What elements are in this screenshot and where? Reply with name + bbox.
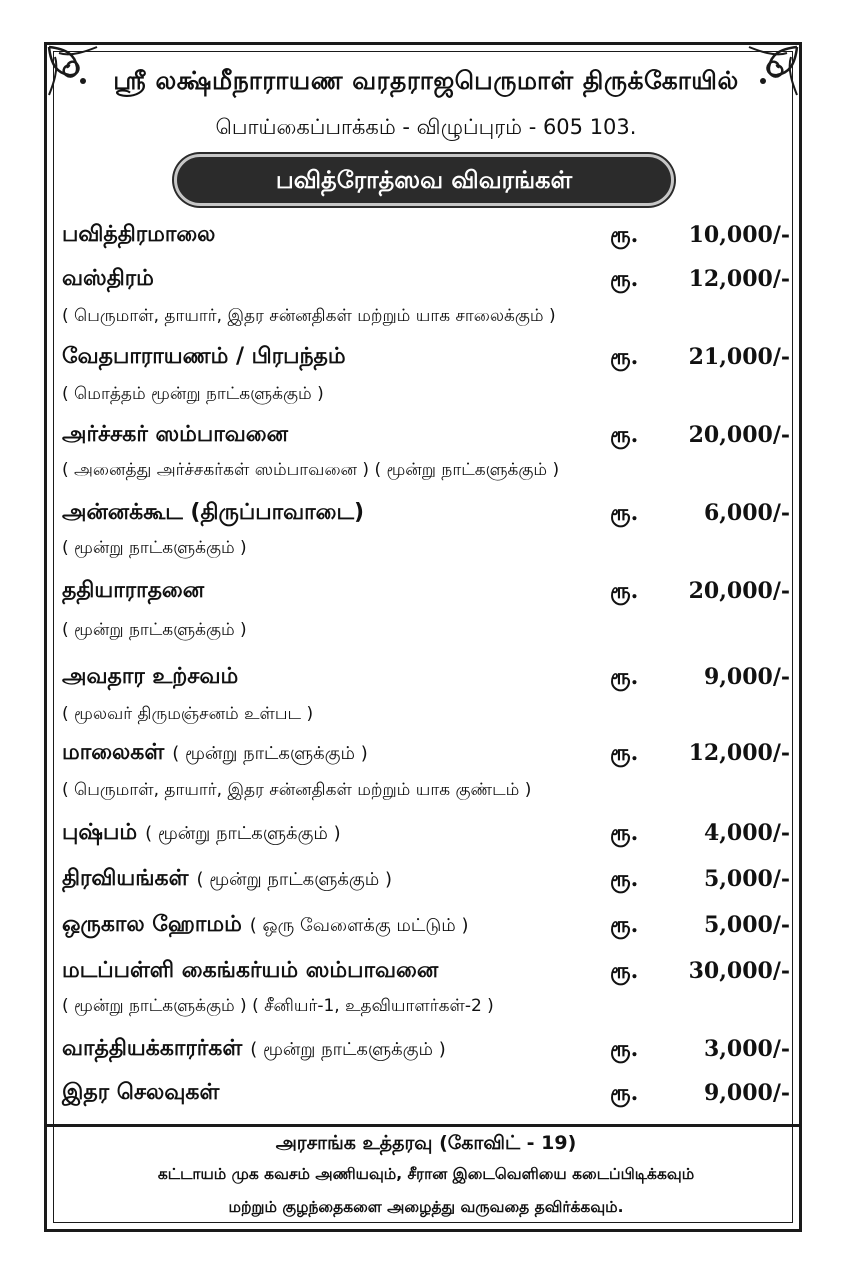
item-note: ( மூன்று நாட்களுக்கும் ) — [62, 620, 247, 640]
item-price — [610, 912, 790, 941]
item-name-text: அவதார உற்சவம் — [62, 664, 239, 689]
currency-label: ரூ. — [610, 222, 639, 248]
currency-label: ரூ. — [610, 266, 639, 292]
amount-value: 9,000/- — [703, 1080, 790, 1106]
footer-notice-line-2: மற்றும் குழந்தைகளை அழைத்து வருவதை தவிர்க்கவும். — [228, 1198, 624, 1216]
temple-address: பொய்கைப்பாக்கம் - விழுப்புரம் - 605 103. — [215, 115, 637, 139]
item-name-text: இதர செலவுகள் — [62, 1080, 220, 1105]
item-name — [62, 958, 438, 986]
item-name — [62, 912, 469, 940]
footer-divider — [47, 1124, 802, 1127]
amount-value: 5,000/- — [703, 866, 790, 892]
item-note: ( பெருமாள், தாயார், இதர சன்னதிகள் மற்றும் யாக சாலைக்கும் ) — [62, 306, 556, 326]
amount-value: 20,000/- — [688, 422, 790, 448]
amount-value: 12,000/- — [688, 266, 790, 292]
currency-label: ரூ. — [610, 912, 639, 938]
item-name-text: புஷ்பம் — [62, 820, 138, 845]
footer-title: அரசாங்க உத்தரவு (கோவிட் - 19) — [275, 1132, 577, 1154]
item-note: ( அனைத்து அர்ச்சகர்கள் ஸம்பாவனை ) ( மூன்று நாட்களுக்கும் ) — [62, 460, 560, 480]
item-name-text: அர்ச்சகர் ஸம்பாவனை — [62, 422, 288, 447]
amount-value: 30,000/- — [688, 958, 790, 984]
currency-label: ரூ. — [610, 820, 639, 846]
footer-notice-line-1: கட்டாயம் முக கவசம் அணியவும், சீரான இடைவெளியை கடைப்பிடிக்கவும் — [157, 1165, 695, 1183]
item-note: ( பெருமாள், தாயார், இதர சன்னதிகள் மற்றும் யாக குண்டம் ) — [62, 780, 532, 800]
item-name — [62, 740, 368, 768]
item-inline-note: ( மூன்று நாட்களுக்கும் ) — [196, 869, 393, 890]
item-name — [62, 1080, 219, 1108]
item-name — [62, 422, 288, 450]
item-price — [610, 500, 790, 529]
item-price — [610, 266, 790, 295]
item-name-text: மாலைகள் — [62, 740, 165, 765]
item-note: ( மூன்று நாட்களுக்கும் ) ( சீனியர்-1, உதவியாளர்கள்-2 ) — [62, 996, 494, 1016]
amount-value: 12,000/- — [688, 740, 790, 766]
item-inline-note: ( மூன்று நாட்களுக்கும் ) — [145, 823, 341, 844]
item-inline-note: ( மூன்று நாட்களுக்கும் ) — [250, 1039, 446, 1060]
item-name — [62, 344, 346, 372]
item-name-text: வஸ்திரம் — [62, 266, 154, 291]
currency-label: ரூ. — [610, 1036, 639, 1062]
item-price — [610, 1080, 790, 1109]
item-name — [62, 866, 392, 894]
item-inline-note: ( ஒரு வேளைக்கு மட்டும் ) — [249, 915, 469, 936]
item-name — [62, 578, 204, 606]
section-banner: பவித்ரோத்ஸவ விவரங்கள் — [174, 154, 674, 206]
item-name-text: அன்னக்கூட (திருப்பாவாடை) — [62, 500, 365, 525]
item-note: ( மொத்தம் மூன்று நாட்களுக்கும் ) — [62, 384, 324, 404]
item-inline-note: ( மூன்று நாட்களுக்கும் ) — [172, 743, 368, 764]
item-name — [62, 266, 154, 294]
item-name-text: வாத்தியக்காரர்கள் — [62, 1036, 243, 1061]
amount-value: 6,000/- — [703, 500, 790, 526]
item-name — [62, 1036, 446, 1064]
item-name-text: ததியாராதனை — [62, 578, 205, 603]
item-price — [610, 422, 790, 451]
item-price — [610, 344, 790, 373]
item-name-text: பவித்திரமாலை — [62, 222, 216, 247]
item-price — [610, 740, 790, 769]
currency-label: ரூ. — [610, 578, 639, 604]
item-note: ( மூன்று நாட்களுக்கும் ) — [62, 538, 247, 558]
item-name — [62, 500, 364, 528]
item-price — [610, 958, 790, 987]
amount-value: 3,000/- — [703, 1036, 790, 1062]
amount-value: 5,000/- — [703, 912, 790, 938]
item-name-text: ஒருகால ஹோமம் — [62, 912, 242, 937]
amount-value: 21,000/- — [688, 344, 790, 370]
currency-label: ரூ. — [610, 344, 639, 370]
amount-value: 20,000/- — [688, 578, 790, 604]
item-price — [610, 820, 790, 849]
item-price — [610, 578, 790, 607]
currency-label: ரூ. — [610, 422, 639, 448]
currency-label: ரூ. — [610, 500, 639, 526]
item-name — [62, 664, 238, 692]
item-price — [610, 1036, 790, 1065]
item-price — [610, 222, 790, 251]
item-price — [610, 664, 790, 693]
temple-title: ஸ்ரீ லக்ஷ்மீநாராயண வரதராஜபெருமாள் திருக்கோயில் — [113, 66, 739, 95]
item-name-text: திரவியங்கள் — [62, 866, 189, 891]
item-name-text: மடப்பள்ளி கைங்கர்யம் ஸம்பாவனை — [62, 958, 439, 983]
amount-value: 4,000/- — [703, 820, 790, 846]
item-price — [610, 866, 790, 895]
currency-label: ரூ. — [610, 958, 639, 984]
item-note: ( மூலவர் திருமஞ்சனம் உள்பட ) — [62, 704, 314, 724]
currency-label: ரூ. — [610, 740, 639, 766]
item-name — [62, 222, 215, 250]
amount-value: 9,000/- — [703, 664, 790, 690]
amount-value: 10,000/- — [688, 222, 790, 248]
currency-label: ரூ. — [610, 664, 639, 690]
currency-label: ரூ. — [610, 866, 639, 892]
item-name-text: வேதபாராயணம் / பிரபந்தம் — [62, 344, 346, 369]
currency-label: ரூ. — [610, 1080, 639, 1106]
item-name — [62, 820, 341, 848]
